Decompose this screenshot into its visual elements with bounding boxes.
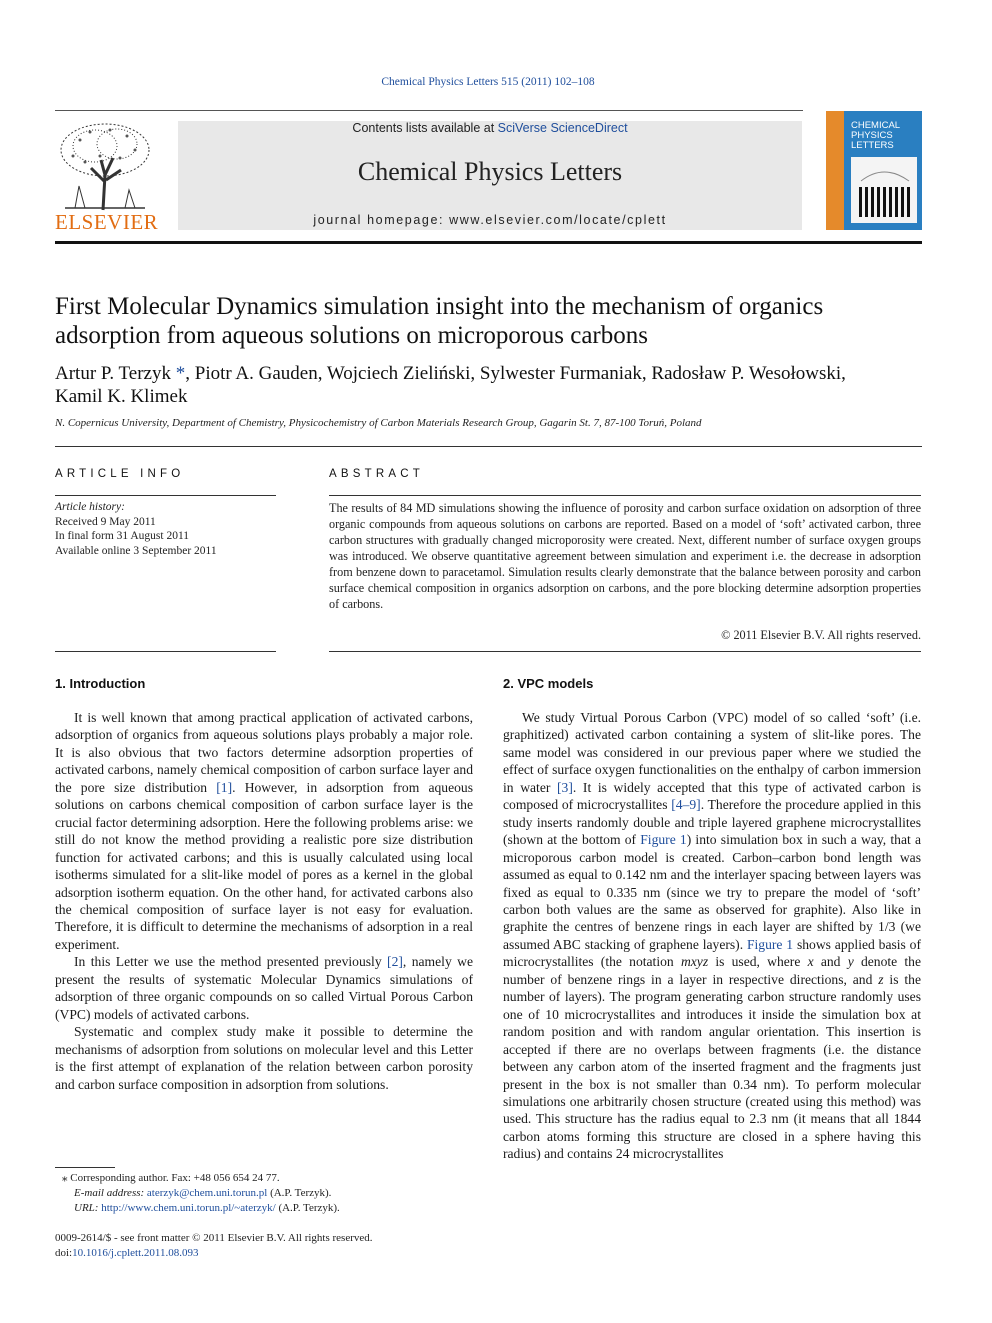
- article-info-bottom-rule: [55, 651, 276, 652]
- received-date: Received 9 May 2011: [55, 515, 156, 528]
- abstract-bottom-rule: [329, 651, 921, 652]
- section-heading-vpc-models: 2. VPC models: [503, 676, 594, 691]
- header-rule: [55, 110, 803, 111]
- text-run: denote the number of benzene rings in a layer in respective directions, and: [503, 954, 922, 987]
- text-run: . However, in adsorption from aqueous solutions on carbons chemical composition of carbon surface layer is the crucial factor determining adsorption. Here the following problems arise: we still do not know the method providing a realistic pore size distribution function for activated carbons; and this is usually calculated using local isotherms simulated for a slit-like model of pores as a kernel in the global adsorption isotherm equation. On the other hand, for activated carbons also the chemical composition of surface layer is not easy for evaluation. Therefore, it is difficult to determine the mechanisms of adsorption in a real experiment.: [55, 779, 473, 952]
- footnote-email: [55, 1186, 475, 1201]
- front-matter: [55, 1231, 475, 1260]
- elsevier-wordmark: ELSEVIER: [55, 210, 159, 234]
- article-info-heading: ARTICLE INFO: [55, 468, 185, 480]
- text-run: In this Letter we use the method presented previously: [74, 954, 388, 970]
- footnote-text: Corresponding author. Fax: +48 056 654 24 77.: [70, 1172, 280, 1184]
- math-variable: x: [807, 954, 814, 970]
- final-form-date: In final form 31 August 2011: [55, 530, 190, 542]
- cover-title-line: PHYSICS: [851, 130, 893, 141]
- contents-prefix: Contents lists available at: [352, 121, 498, 135]
- section-heading-introduction: 1. Introduction: [55, 676, 146, 691]
- url-link[interactable]: http://www.chem.uni.torun.pl/~aterzyk/: [101, 1202, 276, 1214]
- online-date: Available online 3 September 2011: [55, 544, 217, 557]
- footnotes: [55, 1171, 475, 1216]
- text-run: We study Virtual Porous Carbon (VPC) model of so called ‘soft’ (i.e. graphitized) activated carbon containing a system of slit-like pores. The same model was considered in our previous paper where we studied the effect of surface oxygen functionalities on the enthalpy of carbon immersion in water: [503, 710, 921, 795]
- text-run: is the number of layers). The program generating carbon structure randomly uses one of 10 microcrystallites and introduces it inside the simulation box at random position and with random angular orientation. This insertion is accepted if there are no overlaps between fragments (i.e. the distance between any carbon atom of the inserted fragment and the fragments just present in the box is not smaller than 0.34 nm). To perform molecular simulations one arbitrarily chosen structure (created using this method) was used. This structure has the radius equal to 2.3 nm (it means that all 1844 carbon atoms forming this structure are closed in a sphere having this radius) and contains 24 microcrystallites: [503, 971, 921, 1162]
- author-name: Artur P. Terzyk: [55, 363, 171, 384]
- author-list: [55, 362, 925, 408]
- header-thick-rule: [55, 241, 922, 244]
- affiliation: N. Copernicus University, Department of Chemistry, Physicochemistry of Carbon Materials Research Group, Gagarin St. 7, 87-100 Toruń, Poland: [55, 417, 702, 429]
- cover-title-line: LETTERS: [851, 140, 894, 151]
- contents-line: [178, 121, 802, 135]
- author-names: , Piotr A. Gauden, Wojciech Zieliński, Sylwester Furmaniak, Radosław P. Wesołowski,: [185, 363, 846, 384]
- url-owner: (A.P. Terzyk).: [275, 1202, 340, 1214]
- cover-title: [851, 121, 900, 151]
- cover-title-line: CHEMICAL: [851, 120, 901, 131]
- vpc-paragraph: [503, 709, 921, 1163]
- article-history: [55, 500, 276, 558]
- doi-line: [55, 1246, 475, 1261]
- intro-paragraph: [55, 953, 473, 1023]
- article-title: First Molecular Dynamics simulation insight into the mechanism of organics adsorption from aqueous solutions on microporous carbons: [55, 293, 824, 349]
- journal-banner: [178, 121, 802, 230]
- math-variable: mxyz: [680, 954, 709, 970]
- text-run: and: [813, 954, 848, 970]
- vpc-models-body: [503, 709, 921, 1163]
- citation-link[interactable]: [3]: [557, 779, 573, 795]
- text-run: . It is widely accepted that this type of activated carbon is composed of microcrystallites: [503, 779, 921, 813]
- text-run: ) into simulation box in such a way, that a microporous carbon model is created. Carbon–carbon bond length was assumed as equal to 0.142 nm and the interlayer spacing between layers was fixed as equal to 0.335 nm (since we try to prepare the model of ‘soft’ carbon both values are the same as observed for graphite). Also like in graphite the centres of benzene rings in each layer are shifted by 1/3 (we assumed ABC stacking of graphene layers).: [503, 832, 921, 952]
- cover-stripe: [826, 111, 844, 230]
- footnote-star: ⁎: [62, 1172, 68, 1184]
- abstract-text: The results of 84 MD simulations showing the influence of porosity and carbon surface oxidation on adsorption of three organic compounds from aqueous solutions on carbons are reported. Based on a model of ‘soft’ activated carbon, three carbon structures with gradually changed microporosity were created. Next, different number of surface oxygen groups was introduced. We observe quantitative agreement between simulation and experiment i.e. the decrease in adsorption from benzene down to paracetamol. Simulation results clearly demonstrate that the balance between porosity and carbon surface chemical composition in organics adsorption on carbons, and the pore blocking determine adsorption properties of carbons.: [329, 501, 921, 611]
- corresponding-author-marker[interactable]: *: [175, 363, 186, 384]
- abstract-rule: [329, 495, 921, 496]
- text-run: , namely we present the results of systematic Molecular Dynamics simulations of adsorption of three organic compounds on so called Virtual Porous Carbon (VPC) models of activated carbons.: [55, 954, 474, 1022]
- math-variable: y: [847, 954, 854, 970]
- journal-homepage[interactable]: journal homepage: www.elsevier.com/locate/cplett: [313, 213, 667, 227]
- footnote-rule: [55, 1167, 115, 1168]
- journal-reference[interactable]: Chemical Physics Letters 515 (2011) 102–108: [381, 76, 595, 88]
- abstract-copyright: © 2011 Elsevier B.V. All rights reserved.: [721, 628, 921, 642]
- text-run: It is well known that among practical application of activated carbons, adsorption of organics from aqueous solutions plays probably a major role. It is also obvious that two factors determine adsorption properties of activated carbons, namely chemical composition of carbon surface layer and the pore size distribution: [55, 710, 473, 795]
- doi-link[interactable]: 10.1016/j.cplett.2011.08.093: [72, 1246, 199, 1259]
- journal-cover-image: [826, 111, 922, 230]
- article-info-rule: [55, 495, 276, 496]
- text-run: is used, where: [708, 954, 808, 970]
- citation-link[interactable]: [2]: [387, 954, 403, 970]
- citation-link[interactable]: [4–9]: [671, 797, 701, 813]
- figure-link[interactable]: Figure 1: [746, 936, 794, 952]
- introduction-body: [55, 709, 473, 1093]
- math-variable: z: [878, 971, 884, 987]
- text-run: shows applied basis of microcrystallites (the notation: [503, 936, 922, 970]
- intro-paragraph: Systematic and complex study make it possible to determine the mechanisms of adsorption from solutions on molecular level and this Letter is the first attempt of explanation of the relation between carbon porosity and carbon surface composition in adsorption from solutions.: [55, 1024, 473, 1092]
- intro-paragraph: [55, 709, 473, 953]
- email-link[interactable]: aterzyk@chem.uni.torun.pl: [146, 1187, 268, 1199]
- history-label: Article history:: [55, 501, 125, 513]
- title-rule: [55, 446, 922, 447]
- email-owner: (A.P. Terzyk).: [267, 1187, 332, 1199]
- journal-title: Chemical Physics Letters: [357, 157, 623, 186]
- footnote-url: [55, 1201, 475, 1216]
- author-names-line2: Kamil K. Klimek: [55, 386, 188, 407]
- doi-label: doi:: [55, 1246, 73, 1259]
- citation-link[interactable]: [1]: [216, 779, 233, 795]
- email-label: E-mail address:: [74, 1187, 147, 1199]
- cover-artwork: [851, 157, 917, 223]
- sciencedirect-link[interactable]: SciVerse ScienceDirect: [497, 121, 628, 135]
- url-label: URL:: [74, 1202, 102, 1214]
- issn-line: 0009-2614/$ - see front matter © 2011 Elsevier B.V. All rights reserved.: [55, 1232, 373, 1244]
- abstract-heading: ABSTRACT: [329, 468, 424, 480]
- footnote-corresponding: [55, 1171, 475, 1186]
- text-run: . Therefore the procedure applied in this study inserts randomly double and triple layered graphene microcrystallites (shown at the bottom of: [503, 797, 922, 848]
- figure-link[interactable]: Figure 1: [640, 832, 687, 848]
